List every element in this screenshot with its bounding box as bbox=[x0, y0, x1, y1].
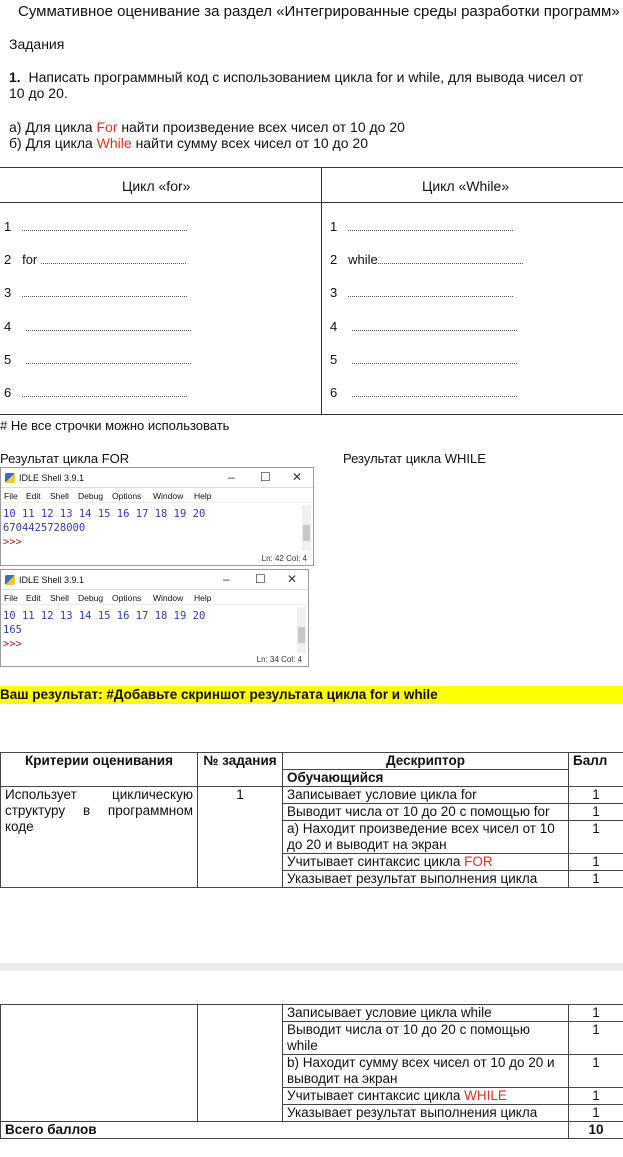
loop-table bbox=[0, 167, 623, 415]
for-line-2-keyword: for bbox=[22, 252, 38, 267]
menu-file[interactable]: File bbox=[4, 593, 18, 603]
menu-options[interactable]: Options bbox=[112, 593, 142, 603]
idle-for-prompt[interactable]: >>> bbox=[3, 536, 22, 548]
for-line-5[interactable]: 5 bbox=[4, 352, 191, 367]
score-while-2: 1 bbox=[569, 1022, 623, 1055]
page-title: Суммативное оценивание за раздел «Интегрированные среды разработки программ» bbox=[18, 3, 620, 20]
descriptor-while-5: Указывает результат выполнения цикла bbox=[283, 1105, 569, 1122]
loop-table-head-while: Цикл «While» bbox=[422, 178, 510, 194]
close-icon[interactable]: ✕ bbox=[292, 470, 303, 484]
head-criteria: Критерии оценивания bbox=[1, 753, 198, 787]
descriptor-for-2: Выводит числа от 10 до 20 с помощью for bbox=[283, 804, 569, 821]
score-while-5: 1 bbox=[569, 1105, 623, 1122]
idle-window-for bbox=[0, 467, 314, 566]
subtask-b bbox=[9, 135, 368, 151]
loop-table-divider bbox=[321, 168, 322, 414]
score-for-3: 1 bbox=[569, 821, 623, 854]
page-break-band bbox=[0, 963, 623, 971]
task1-line2: 10 до 20. bbox=[9, 85, 68, 101]
descriptor-for-4: Учитывает синтаксис цикла FOR bbox=[283, 854, 569, 871]
criterion-task-num: 1 bbox=[198, 787, 283, 888]
result-for-label: Результат цикла FOR bbox=[0, 451, 130, 466]
menu-options[interactable]: Options bbox=[112, 491, 142, 501]
head-descriptor: Дескриптор bbox=[283, 753, 569, 770]
head-student: Обучающийся bbox=[283, 770, 569, 787]
idle-for-status: Ln: 42 Col: 4 bbox=[261, 554, 307, 563]
task1-line1 bbox=[9, 69, 583, 85]
task-num-cell-empty bbox=[198, 1005, 283, 1122]
idle-for-scrollbar[interactable] bbox=[302, 505, 311, 551]
minimize-icon[interactable]: – bbox=[223, 572, 230, 586]
descriptor-while-1: Записывает условие цикла while bbox=[283, 1005, 569, 1022]
idle-window-while bbox=[0, 569, 309, 667]
menu-help[interactable]: Help bbox=[194, 593, 212, 603]
head-task-num: № задания bbox=[198, 753, 283, 787]
subtask-b-prefix: б) Для цикла bbox=[9, 135, 97, 151]
score-for-1: 1 bbox=[569, 787, 623, 804]
while-line-1[interactable]: 1 bbox=[330, 219, 513, 234]
descriptor-while-2: Выводит числа от 10 до 20 с помощью while bbox=[283, 1022, 569, 1055]
menu-debug[interactable]: Debug bbox=[78, 593, 104, 603]
while-line-2[interactable]: 2 while bbox=[330, 252, 523, 267]
descriptor-for-1: Записывает условие цикла for bbox=[283, 787, 569, 804]
idle-while-titlebar[interactable] bbox=[1, 570, 308, 590]
descriptor-while-4: Учитывает синтаксис цикла WHILE bbox=[283, 1088, 569, 1105]
for-line-1[interactable]: 1 bbox=[4, 219, 187, 234]
score-while-1: 1 bbox=[569, 1005, 623, 1022]
subtask-b-keyword: While bbox=[96, 135, 132, 151]
subtask-a bbox=[9, 119, 405, 135]
while-line-2-keyword: while bbox=[348, 252, 378, 267]
idle-while-title: IDLE Shell 3.9.1 bbox=[19, 575, 85, 585]
menu-help[interactable]: Help bbox=[194, 491, 212, 501]
subtask-a-prefix: а) Для цикла bbox=[9, 119, 97, 135]
idle-for-output-line2: 6704425728000 bbox=[3, 522, 86, 534]
idle-for-title: IDLE Shell 3.9.1 bbox=[19, 473, 85, 483]
for-line-2[interactable]: 2 for bbox=[4, 252, 186, 267]
loop-table-head-for: Цикл «for» bbox=[122, 178, 191, 194]
idle-while-menubar bbox=[1, 590, 308, 605]
your-result-text: Ваш результат: #Добавьте скриншот результата цикла for и while bbox=[0, 687, 438, 702]
python-icon bbox=[5, 473, 15, 483]
while-line-5[interactable]: 5 bbox=[330, 352, 517, 367]
menu-debug[interactable]: Debug bbox=[78, 491, 104, 501]
idle-while-scroll-thumb[interactable] bbox=[298, 627, 305, 643]
while-line-4[interactable]: 4 bbox=[330, 319, 517, 334]
descriptor-for-3: а) Находит произведение всех чисел от 10 до 20 и выводит на экран bbox=[283, 821, 569, 854]
idle-while-status: Ln: 34 Col: 4 bbox=[256, 655, 302, 664]
idle-for-scroll-thumb[interactable] bbox=[303, 525, 310, 541]
menu-window[interactable]: Window bbox=[153, 491, 184, 501]
subtask-a-keyword: For bbox=[96, 119, 118, 135]
idle-for-titlebar[interactable] bbox=[1, 468, 313, 488]
score-while-3: 1 bbox=[569, 1055, 623, 1088]
task1-text: Написать программный код с использованием цикла for и while, для вывода чисел от bbox=[28, 69, 584, 85]
score-while-4: 1 bbox=[569, 1088, 623, 1105]
idle-for-menubar bbox=[1, 488, 313, 503]
criteria-table-for bbox=[0, 752, 623, 888]
note-text: # Не все строчки можно использовать bbox=[0, 418, 230, 433]
menu-shell[interactable]: Shell bbox=[50, 491, 69, 501]
subtask-b-suffix: найти сумму всех чисел от 10 до 20 bbox=[131, 135, 368, 151]
menu-window[interactable]: Window bbox=[153, 593, 184, 603]
score-for-2: 1 bbox=[569, 804, 623, 821]
score-for-5: 1 bbox=[569, 871, 623, 888]
idle-while-output-line1: 10 11 12 13 14 15 16 17 18 19 20 bbox=[3, 610, 206, 622]
menu-edit[interactable]: Edit bbox=[26, 593, 41, 603]
descriptor-for-4-keyword: FOR bbox=[464, 854, 493, 869]
criteria-table-while bbox=[0, 1004, 623, 1139]
menu-file[interactable]: File bbox=[4, 491, 18, 501]
descriptor-while-4-keyword: WHILE bbox=[464, 1088, 507, 1103]
idle-while-prompt[interactable]: >>> bbox=[3, 638, 22, 650]
criterion-text: Использует циклическую структуру в программном коде bbox=[1, 787, 198, 888]
python-icon bbox=[5, 575, 15, 585]
close-icon[interactable]: ✕ bbox=[287, 572, 298, 586]
idle-for-output-line1: 10 11 12 13 14 15 16 17 18 19 20 bbox=[3, 508, 206, 520]
head-score: Балл bbox=[569, 753, 623, 787]
menu-shell[interactable]: Shell bbox=[50, 593, 69, 603]
total-label: Всего баллов bbox=[1, 1122, 569, 1139]
for-line-4[interactable]: 4 bbox=[4, 319, 191, 334]
minimize-icon[interactable]: – bbox=[228, 470, 235, 484]
subtask-a-suffix: найти произведение всех чисел от 10 до 20 bbox=[117, 119, 405, 135]
result-while-label: Результат цикла WHILE bbox=[343, 451, 486, 466]
total-value: 10 bbox=[569, 1122, 623, 1139]
maximize-icon[interactable]: ☐ bbox=[255, 572, 266, 586]
score-for-4: 1 bbox=[569, 854, 623, 871]
for-line-6[interactable]: 6 bbox=[4, 385, 187, 400]
while-line-6[interactable]: 6 bbox=[330, 385, 517, 400]
for-line-3[interactable]: 3 bbox=[4, 285, 187, 300]
idle-while-output-line2: 165 bbox=[3, 624, 22, 636]
idle-while-scrollbar[interactable] bbox=[297, 607, 306, 653]
tasks-heading: Задания bbox=[9, 36, 65, 52]
descriptor-while-3: b) Находит сумму всех чисел от 10 до 20 и выводит на экран bbox=[283, 1055, 569, 1088]
task1-number: 1. bbox=[9, 69, 21, 85]
maximize-icon[interactable]: ☐ bbox=[260, 470, 271, 484]
criterion-cell-empty bbox=[1, 1005, 198, 1122]
loop-table-header-line bbox=[0, 202, 623, 203]
while-line-3[interactable]: 3 bbox=[330, 285, 513, 300]
descriptor-for-5: Указывает результат выполнения цикла bbox=[283, 871, 569, 888]
menu-edit[interactable]: Edit bbox=[26, 491, 41, 501]
